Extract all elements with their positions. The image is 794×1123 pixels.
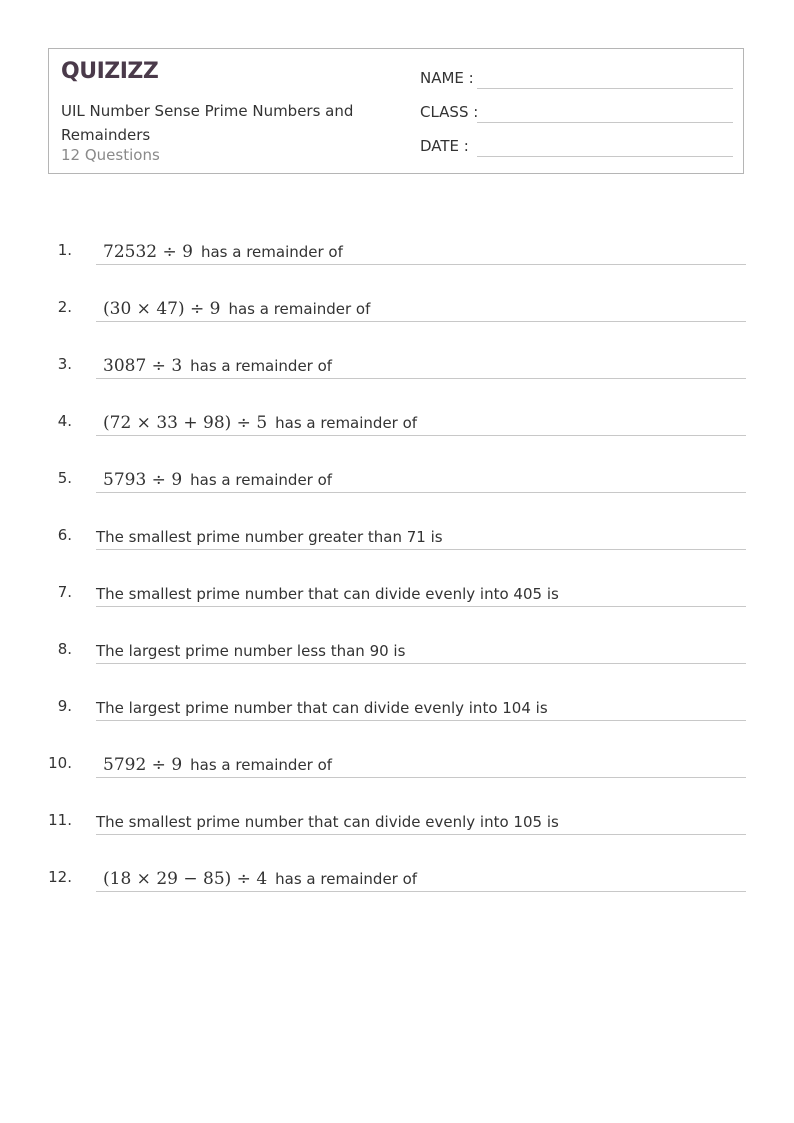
question-item bbox=[0, 521, 794, 578]
question-item bbox=[0, 863, 794, 920]
question-number: 3. bbox=[57, 355, 72, 373]
question-answer-line[interactable] bbox=[96, 692, 746, 721]
name-label: NAME : bbox=[420, 69, 474, 87]
question-text: The largest prime number less than 90 is bbox=[96, 642, 406, 660]
question-item bbox=[0, 635, 794, 692]
date-field[interactable] bbox=[420, 135, 733, 159]
question-number: 11. bbox=[48, 811, 72, 829]
math-expression: 5792 ÷ 9 bbox=[103, 755, 183, 775]
question-item bbox=[0, 806, 794, 863]
question-number: 8. bbox=[57, 640, 72, 658]
question-answer-line[interactable] bbox=[96, 407, 746, 436]
question-text: The smallest prime number that can divide evenly into 405 is bbox=[96, 585, 559, 603]
question-item bbox=[0, 464, 794, 521]
question-text: has a remainder of bbox=[200, 243, 343, 261]
question-item bbox=[0, 692, 794, 749]
class-label: CLASS : bbox=[420, 103, 479, 121]
question-item bbox=[0, 407, 794, 464]
question-item bbox=[0, 293, 794, 350]
math-expression: 3087 ÷ 3 bbox=[103, 356, 183, 376]
question-answer-line[interactable] bbox=[96, 350, 746, 379]
question-answer-line[interactable] bbox=[96, 293, 746, 322]
question-item bbox=[0, 749, 794, 806]
class-field[interactable] bbox=[420, 101, 733, 125]
worksheet-title: UIL Number Sense Prime Numbers and Remainders bbox=[61, 102, 354, 144]
question-answer-line[interactable] bbox=[96, 749, 746, 778]
question-answer-line[interactable] bbox=[96, 464, 746, 493]
question-item bbox=[0, 236, 794, 293]
question-count: 12 Questions bbox=[61, 146, 160, 164]
math-expression: 72532 ÷ 9 bbox=[103, 242, 193, 262]
date-label: DATE : bbox=[420, 137, 469, 155]
question-number: 12. bbox=[48, 868, 72, 886]
math-expression: (72 × 33 + 98) ÷ 5 bbox=[103, 413, 268, 433]
question-list bbox=[0, 236, 794, 920]
quizizz-logo: QUIZIZZ bbox=[61, 59, 159, 84]
name-field[interactable] bbox=[420, 67, 733, 91]
name-line[interactable] bbox=[477, 88, 733, 89]
question-number: 5. bbox=[57, 469, 72, 487]
date-line[interactable] bbox=[477, 156, 733, 157]
question-text: has a remainder of bbox=[190, 756, 333, 774]
question-item bbox=[0, 578, 794, 635]
question-answer-line[interactable] bbox=[96, 806, 746, 835]
question-text: has a remainder of bbox=[275, 870, 418, 888]
question-item bbox=[0, 350, 794, 407]
question-number: 4. bbox=[57, 412, 72, 430]
question-text: has a remainder of bbox=[275, 414, 418, 432]
question-number: 2. bbox=[57, 298, 72, 316]
question-text: has a remainder of bbox=[228, 300, 371, 318]
math-expression: (18 × 29 − 85) ÷ 4 bbox=[103, 869, 268, 889]
question-text: The largest prime number that can divide evenly into 104 is bbox=[96, 699, 548, 717]
question-text: has a remainder of bbox=[190, 471, 333, 489]
question-answer-line[interactable] bbox=[96, 635, 746, 664]
question-number: 6. bbox=[57, 526, 72, 544]
question-text: The smallest prime number that can divide evenly into 105 is bbox=[96, 813, 559, 831]
math-expression: (30 × 47) ÷ 9 bbox=[103, 299, 221, 319]
question-number: 9. bbox=[57, 697, 72, 715]
worksheet-header bbox=[48, 48, 744, 174]
question-answer-line[interactable] bbox=[96, 578, 746, 607]
math-expression: 5793 ÷ 9 bbox=[103, 470, 183, 490]
question-text: The smallest prime number greater than 71 is bbox=[96, 528, 443, 546]
class-line[interactable] bbox=[477, 122, 733, 123]
question-number: 10. bbox=[48, 754, 72, 772]
question-answer-line[interactable] bbox=[96, 863, 746, 892]
question-answer-line[interactable] bbox=[96, 236, 746, 265]
question-number: 7. bbox=[57, 583, 72, 601]
question-number: 1. bbox=[57, 241, 72, 259]
question-answer-line[interactable] bbox=[96, 521, 746, 550]
question-text: has a remainder of bbox=[190, 357, 333, 375]
